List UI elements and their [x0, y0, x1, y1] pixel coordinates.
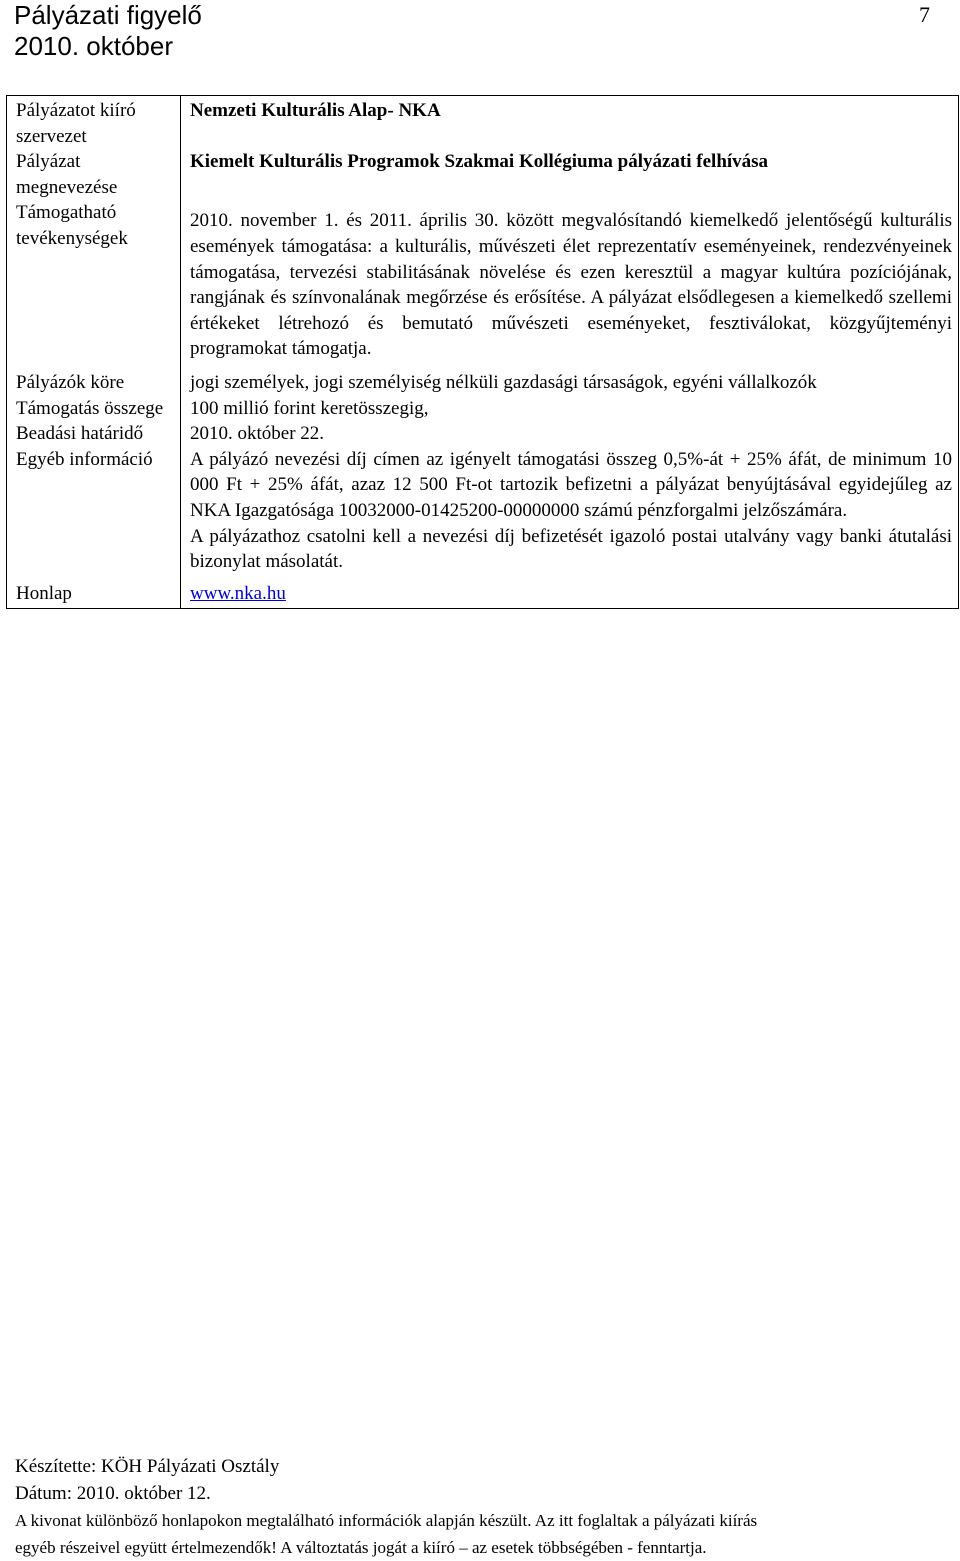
row-value-tevekenysegek: 2010. november 1. és 2011. április 30. között megvalósítandó kiemelkedő jelentőségű kulturális események támogatása: a kulturális, művészeti élet reprezentatív eseményeinek, rendezvényeinek támogatása, tervezési stabilitásának növelése és ezen keresztül a magyar kultúra pozíciójának, rangjának és színvonalának megőrzése és erősítése. A pályázat elsődlegesen a kiemelkedő szellemi értékeket létrehozó és bemutató művészeti eseményeket, fesztiválokat, közgyűjteményi programokat támogatja. — [181, 200, 959, 362]
row-label-palyazok: Pályázók köre — [7, 362, 181, 396]
table-row-honlap — [7, 575, 959, 609]
footer-author: Készítette: KÖH Pályázati Osztály — [15, 1456, 280, 1477]
row-label-osszeg: Támogatás összege — [7, 396, 181, 422]
egyeb-paragraph-2: A pályázathoz csatolni kell a nevezési díj befizetését igazoló postai utalvány vagy banki átutalási bizonylat másolatát. — [190, 525, 952, 573]
row-label-kiiro: Pályázatot kiíró szervezet — [7, 96, 181, 150]
row-value-hatarido: 2010. október 22. — [181, 421, 959, 447]
footer-date: Dátum: 2010. október 12. — [15, 1483, 211, 1504]
row-value-egyeb — [181, 447, 959, 575]
row-value-kiiro: Nemzeti Kulturális Alap- NKA — [181, 96, 959, 150]
row-label-hatarido: Beadási határidő — [7, 421, 181, 447]
row-value-honlap — [181, 575, 959, 609]
row-value-megnevezes: Kiemelt Kulturális Programok Szakmai Kollégiuma pályázati felhívása — [181, 149, 959, 200]
row-label-tevekenysegek: Támogatható tevékenységek — [7, 200, 181, 362]
table-row-palyazok — [7, 362, 959, 396]
footer-disclaimer-line-1: A kivonat különböző honlapokon megtalálható információk alapján készült. Az itt foglaltak a pályázati kiírás — [15, 1511, 758, 1530]
egyeb-paragraph-1: A pályázó nevezési díj címen az igényelt támogatási összeg 0,5%-át + 25% áfát, de minimum 10 000 Ft + 25% áfát, azaz 12 500 Ft-ot tartozik befizetni a pályázat benyújtásával egyidejűleg az NKA Igazgatósága 10032000-01425200-00000000 számú pénzforgalmi jelzőszámára. — [190, 448, 952, 521]
header-title: Pályázati figyelő — [14, 0, 202, 30]
table-row-osszeg — [7, 396, 959, 422]
footer-disclaimer-line-2: egyéb részeivel együtt értelmezendők! A változtatás jogát a kiíró – az esetek többségében - fenntartja. — [15, 1538, 707, 1557]
row-label-honlap: Honlap — [7, 575, 181, 609]
table-row-kiiro — [7, 96, 959, 150]
homepage-link[interactable]: www.nka.hu — [190, 582, 286, 604]
document-header — [14, 0, 202, 62]
table-row-tevekenysegek — [7, 200, 959, 362]
row-value-palyazok: jogi személyek, jogi személyiség nélküli gazdasági társaságok, egyéni vállalkozók — [181, 362, 959, 396]
row-label-egyeb: Egyéb információ — [7, 447, 181, 575]
table-row-megnevezes — [7, 149, 959, 200]
document-footer — [15, 1453, 935, 1561]
header-date: 2010. október — [14, 31, 174, 61]
row-value-osszeg: 100 millió forint keretösszegig, — [181, 396, 959, 422]
grant-info-table — [6, 95, 959, 609]
table-row-hatarido — [7, 421, 959, 447]
row-label-megnevezes: Pályázat megnevezése — [7, 149, 181, 200]
table-row-egyeb — [7, 447, 959, 575]
page-number: 7 — [919, 2, 930, 27]
